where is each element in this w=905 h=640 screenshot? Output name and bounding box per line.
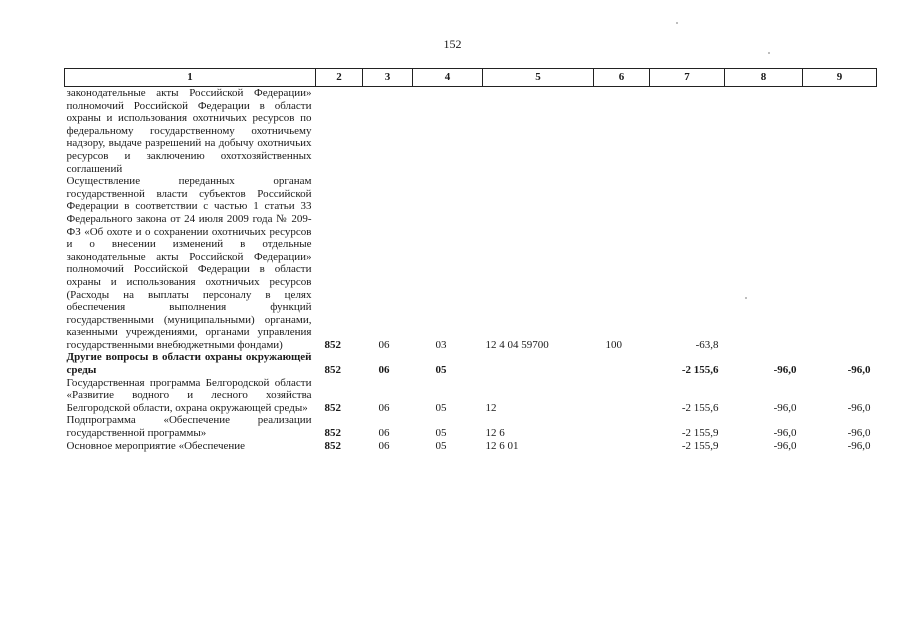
row-description: Другие вопросы в области охраны окружающей среды xyxy=(66,351,312,377)
row-target-article xyxy=(483,87,594,176)
row-expense-type: 100 xyxy=(605,338,622,351)
row-amount-col7: -2 155,9 xyxy=(681,427,719,440)
row-amount-col9: -96,0 xyxy=(847,439,871,452)
row-amount-col7: -2 155,6 xyxy=(681,364,719,377)
column-header-8: 8 xyxy=(725,69,803,87)
row-subsection-code: 05 xyxy=(435,364,447,377)
row-amount-col7: -63,8 xyxy=(695,338,719,351)
row-target-article: 12 4 04 59700 xyxy=(485,338,549,351)
row-ministry-code: 852 xyxy=(324,338,341,351)
row-section-code: 06 xyxy=(378,439,390,452)
column-header-2: 2 xyxy=(316,69,363,87)
column-header-6: 6 xyxy=(594,69,650,87)
column-header-5: 5 xyxy=(483,69,594,87)
scan-speck xyxy=(745,297,747,299)
row-amount-col9 xyxy=(803,87,877,176)
row-expense-type xyxy=(594,414,650,439)
column-header-4: 4 xyxy=(413,69,483,87)
table-row xyxy=(65,414,877,439)
row-amount-col7 xyxy=(650,87,725,176)
row-subsection-code: 05 xyxy=(435,427,447,440)
row-amount-col8 xyxy=(725,87,803,176)
row-ministry-code: 852 xyxy=(324,427,341,440)
row-expense-type xyxy=(594,377,650,415)
row-subsection-code xyxy=(413,87,483,176)
row-subsection-code: 03 xyxy=(435,338,447,351)
row-amount-col8: -96,0 xyxy=(773,439,797,452)
row-description: законодательные акты Российской Федерации» полномочий Российской Федерации в области охраны и использования охотничьих ресурсов по федеральному государственному охотничьему надзору, выдаче разрешений на добычу охотничьих ресурсов и заключению охотхозяйственных соглашений xyxy=(66,87,312,175)
row-expense-type xyxy=(594,440,650,453)
row-target-article: 12 6 01 xyxy=(485,439,519,452)
row-target-article xyxy=(483,351,594,376)
row-description: Государственная программа Белгородской области «Развитие водного и лесного хозяйства Белгородской области, охрана окружающей среды» xyxy=(66,376,312,414)
scan-speck xyxy=(676,22,678,24)
column-header-3: 3 xyxy=(363,69,413,87)
row-description: Подпрограмма «Обеспечение реализации государственной программы» xyxy=(66,414,312,440)
row-amount-col7: -2 155,9 xyxy=(681,439,719,452)
scan-speck xyxy=(768,52,770,54)
row-amount-col8: -96,0 xyxy=(773,401,797,414)
row-section-code: 06 xyxy=(378,364,390,377)
row-expense-type xyxy=(594,87,650,176)
row-amount-col7: -2 155,6 xyxy=(681,401,719,414)
row-amount-col9: -96,0 xyxy=(847,401,871,414)
table-row xyxy=(65,175,877,351)
table-row xyxy=(65,440,877,453)
column-header-7: 7 xyxy=(650,69,725,87)
budget-table xyxy=(64,68,877,452)
row-section-code xyxy=(363,87,413,176)
row-section-code: 06 xyxy=(378,338,390,351)
column-header-1: 1 xyxy=(65,69,316,87)
row-ministry-code: 852 xyxy=(324,401,341,414)
page-number: 152 xyxy=(443,37,462,51)
row-ministry-code xyxy=(316,87,363,176)
row-description: Осуществление переданных органам государственной власти субъектов Российской Федерации в соответствии с частью 1 статьи 33 Федерального закона от 24 июля 2009 года № 209-ФЗ «Об охоте и о сохранении охотничьих ресурсов и о внесении изменений в отдельные законодательные акты Российской Федерации» полномочий Российской Федерации в области охраны и использования охотничьих ресурсов (Расходы на выплаты персоналу в целях обеспечения выполнения функций государственными (муниципальными) органами, казенными учреждениями, органами управления государственными внебюджетными фондами) xyxy=(66,175,312,351)
row-amount-col8: -96,0 xyxy=(773,427,797,440)
row-target-article: 12 xyxy=(485,401,497,414)
row-expense-type xyxy=(594,351,650,376)
row-ministry-code: 852 xyxy=(324,439,341,452)
row-ministry-code: 852 xyxy=(324,364,341,377)
row-amount-col8: -96,0 xyxy=(773,364,797,377)
table-row xyxy=(65,87,877,176)
table-row xyxy=(65,377,877,415)
column-header-9: 9 xyxy=(803,69,877,87)
table-row xyxy=(65,351,877,376)
row-subsection-code: 05 xyxy=(435,401,447,414)
row-amount-col9: -96,0 xyxy=(847,364,871,377)
header-row xyxy=(65,69,877,87)
row-target-article: 12 6 xyxy=(485,427,505,440)
row-subsection-code: 05 xyxy=(435,439,447,452)
row-amount-col9 xyxy=(803,175,877,351)
row-amount-col8 xyxy=(725,175,803,351)
row-description: Основное мероприятие «Обеспечение xyxy=(66,439,246,452)
row-section-code: 06 xyxy=(378,427,390,440)
row-amount-col9: -96,0 xyxy=(847,427,871,440)
row-section-code: 06 xyxy=(378,401,390,414)
